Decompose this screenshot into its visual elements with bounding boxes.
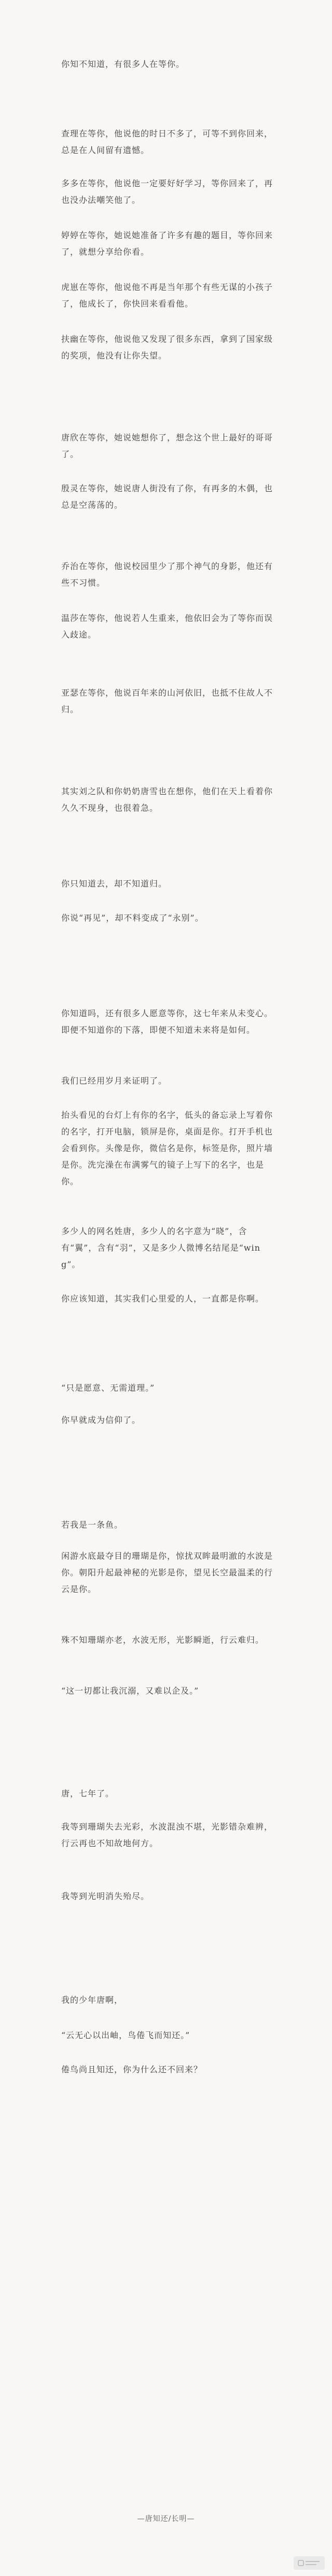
paragraph-1: 你知不知道，有很多人在等你。 xyxy=(61,59,185,69)
paragraph-6: 扶幽在等你，他说他又发现了很多东西，拿到了国家级的奖项，他没有让你失望。 xyxy=(61,334,273,361)
paragraph-9: 乔治在等你，他说校园里少了那个神气的身影，他还有些不习惯。 xyxy=(61,561,273,588)
paragraph-14: 你说“再见”，却不料变成了“永别”。 xyxy=(61,913,204,923)
paragraph-23: 闲游水底最夺目的珊瑚是你，惊扰双眸最明澈的水波是你。朝阳升起最神秘的光影是你，望见长空最温柔的行云是你。 xyxy=(61,1551,273,1594)
paragraph-18: 多少人的网名姓唐，多少人的名字意为“晓”，含有“翼”，含有“羽”，又是多少人微博名结尾是“wing”。 xyxy=(61,1226,261,1269)
paragraph-28: 我等到光明消失殆尽。 xyxy=(61,1891,150,1901)
paragraph-30: “云无心以出岫，鸟倦飞而知还。” xyxy=(61,2030,190,2040)
paragraph-11: 亚瑟在等你，他说百年来的山河依旧，也抵不住故人不归。 xyxy=(61,688,273,714)
paragraph-21: 你早就成为信仰了。 xyxy=(61,1415,141,1425)
paragraph-27: 我等到珊瑚失去光彩，水波混浊不堪，光影错杂难辨，行云再也不知故地何方。 xyxy=(61,1822,273,1848)
paragraph-29: 我的少年唐啊， xyxy=(61,1995,123,2005)
paragraph-5: 虎崽在等你，他说他不再是当年那个有些无谋的小孩子了，他成长了，你快回来看看他。 xyxy=(61,282,273,309)
paragraph-7: 唐欣在等你，她说她想你了，想念这个世上最好的哥哥了。 xyxy=(61,433,273,459)
paragraph-25: “这一切都让我沉溺，又难以企及。” xyxy=(61,1686,199,1696)
paragraph-8: 殷灵在等你，她说唐人街没有了你，有再多的木偶，也总是空荡荡的。 xyxy=(61,483,273,510)
paragraph-26: 唐，七年了。 xyxy=(61,1789,115,1798)
paragraph-16: 我们已经用岁月来证明了。 xyxy=(61,1076,168,1086)
paragraph-13: 你只知道去，却不知道归。 xyxy=(61,879,168,889)
paragraph-15: 你知道吗，还有很多人愿意等你，这七年来从未变心。即便不知道你的下落，即便不知道未来将是如何。 xyxy=(61,1008,273,1035)
paragraph-20: “只是愿意、无需道理。” xyxy=(61,1383,155,1393)
site-logo-icon xyxy=(298,2559,321,2567)
author-signature: —唐知还/长明— xyxy=(137,2515,195,2523)
paragraph-31: 倦鸟尚且知还，你为什么还不回来？ xyxy=(61,2065,203,2074)
paragraph-19: 你应该知道，其实我们心里爱的人，一直都是你啊。 xyxy=(61,1294,265,1304)
paragraph-2: 查理在等你，他说他的时日不多了，可等不到你回来，总是在人间留有遗憾。 xyxy=(61,129,273,155)
paragraph-10: 温莎在等你，他说若人生重来，他依旧会为了等你而误入歧途。 xyxy=(61,613,273,640)
paragraph-22: 若我是一条鱼。 xyxy=(61,1520,123,1530)
paragraph-3: 多多在等你，他说他一定要好好学习，等你回来了，再也没办法嘲笑他了。 xyxy=(61,178,273,205)
paragraph-4: 婷婷在等你，她说她准备了许多有趣的题目，等你回来了，就想分享给你看。 xyxy=(61,230,273,257)
paragraph-12: 其实刘之队和你奶奶唐雪也在想你，他们在天上看着你久久不现身，也很着急。 xyxy=(61,786,273,813)
watermark xyxy=(294,2556,325,2570)
paragraph-17: 抬头看见的台灯上有你的名字，低头的备忘录上写着你的名字，打开电脑，锁屏是你，桌面是你。打开手机也会看到你。头像是你，微信名是你，标签是你，照片墙是你。洗完澡在布满雾气的镜子上写下的名字，也是你。 xyxy=(61,1110,273,1186)
paragraph-24: 殊不知珊瑚亦老，水波无形，光影瞬逝，行云难归。 xyxy=(61,1635,265,1645)
